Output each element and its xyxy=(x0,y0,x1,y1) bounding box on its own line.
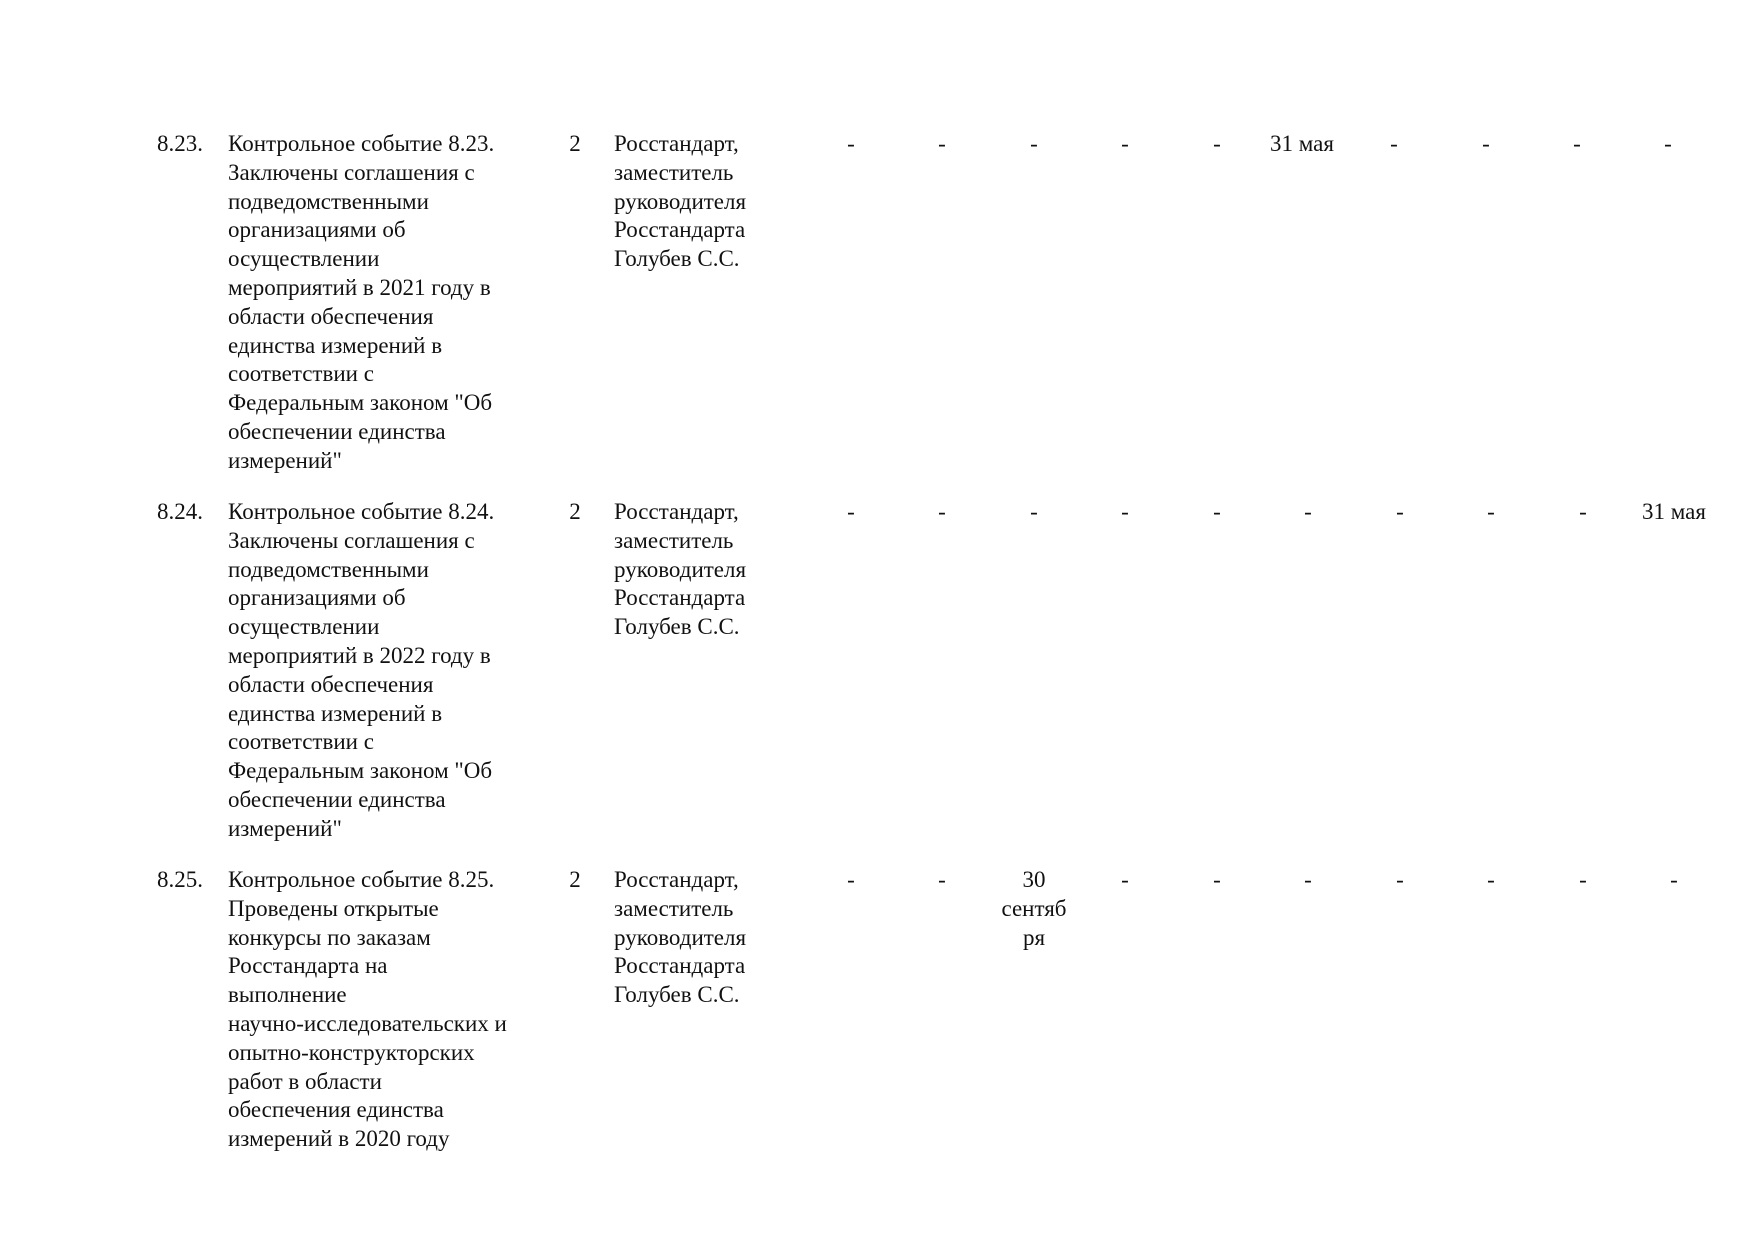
period-cell-1: - xyxy=(847,867,855,892)
period-cell-5: - xyxy=(1213,499,1221,524)
period-cell-3: - xyxy=(1030,131,1038,156)
period-cell-2: - xyxy=(938,131,946,156)
period-cell-9: - xyxy=(1579,867,1587,892)
period-cell-6: 31 мая xyxy=(1270,131,1334,156)
period-cell-2: - xyxy=(938,499,946,524)
event-description: Контрольное событие 8.23. Заключены соглашения с подведомственными организациями об осуществлении мероприятий в 2021 году в области обеспечения единства измерений в соответствии с Федеральным законом "Об обеспечении единства измерений" xyxy=(228,131,495,473)
period-cell-4: - xyxy=(1121,131,1129,156)
period-cell-4: - xyxy=(1121,499,1129,524)
period-cell-9: - xyxy=(1579,499,1587,524)
event-description: Контрольное событие 8.24. Заключены соглашения с подведомственными организациями об осуществлении мероприятий в 2022 году в области обеспечения единства измерений в соответствии с Федеральным законом "Об обеспечении единства измерений" xyxy=(228,499,495,841)
period-cell-10: - xyxy=(1670,867,1678,892)
period-cell-1: - xyxy=(847,499,855,524)
responsible-executor: Росстандарт, заместитель руководителя Росстандарта Голубев С.С. xyxy=(614,499,747,640)
period-cell-9: - xyxy=(1573,131,1581,156)
period-cell-1: - xyxy=(847,131,855,156)
period-cell-2: - xyxy=(938,867,946,892)
period-cell-10: 31 мая xyxy=(1642,499,1706,524)
period-cell-5: - xyxy=(1213,867,1221,892)
period-cell-6: - xyxy=(1304,867,1312,892)
period-cell-4: - xyxy=(1121,867,1129,892)
period-cell-8: - xyxy=(1487,499,1495,524)
row-number: 8.23. xyxy=(157,131,203,156)
responsible-executor: Росстандарт, заместитель руководителя Росстандарта Голубев С.С. xyxy=(614,131,747,272)
priority-value: 2 xyxy=(569,867,581,892)
period-cell-10: - xyxy=(1664,131,1672,156)
table-row-8-24 xyxy=(0,498,1754,866)
period-cell-7: - xyxy=(1396,499,1404,524)
period-cell-5: - xyxy=(1213,131,1221,156)
row-number: 8.25. xyxy=(157,867,203,892)
period-cell-3: 30 сентяб ря xyxy=(1001,867,1067,950)
priority-value: 2 xyxy=(569,131,581,156)
row-number: 8.24. xyxy=(157,499,203,524)
control-events-table xyxy=(0,130,1754,1166)
period-cell-8: - xyxy=(1482,131,1490,156)
priority-value: 2 xyxy=(569,499,581,524)
event-description: Контрольное событие 8.25. Проведены открытые конкурсы по заказам Росстандарта на выполнение научно-исследовательских и опытно-конструкторских работ в области обеспечения единства измерений в 2020 году xyxy=(228,867,507,1152)
table-row-8-25 xyxy=(0,866,1754,1166)
period-cell-7: - xyxy=(1390,131,1398,156)
table-row-8-23 xyxy=(0,130,1754,498)
period-cell-8: - xyxy=(1487,867,1495,892)
period-cell-3: - xyxy=(1030,499,1038,524)
period-cell-6: - xyxy=(1304,499,1312,524)
responsible-executor: Росстандарт, заместитель руководителя Росстандарта Голубев С.С. xyxy=(614,867,747,1008)
period-cell-7: - xyxy=(1396,867,1404,892)
